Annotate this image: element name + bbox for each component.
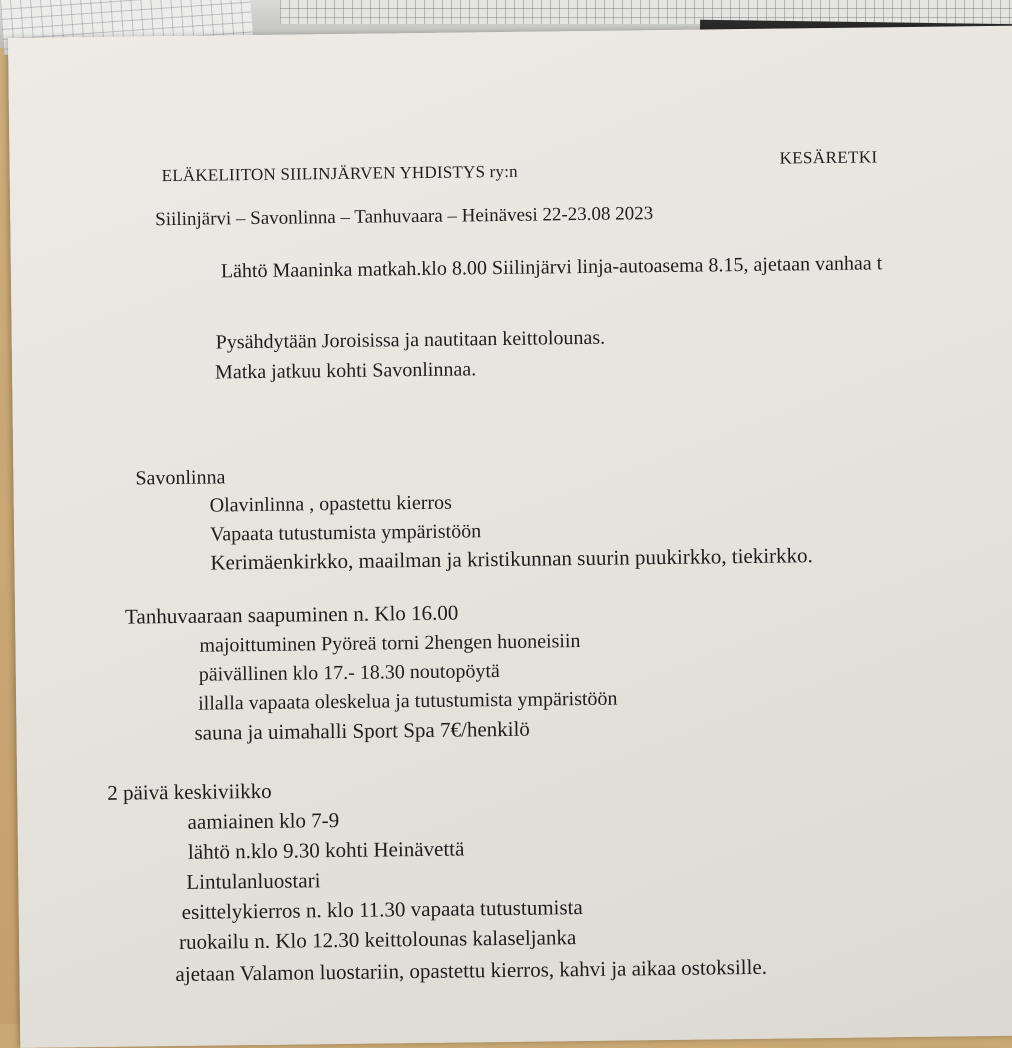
tanhuvaara-heading: Tanhuvaaraan saapuminen n. Klo 16.00	[124, 600, 459, 629]
stop-line-1: Pysähdytään Joroisissa ja nautitaan keittolounas.	[215, 326, 606, 354]
day2-item: ruokailu n. Klo 12.30 keittolounas kalaseljanka	[178, 925, 577, 954]
departure-line: Lähtö Maaninka matkah.klo 8.00 Siilinjärvi linja-autoasema 8.15, ajetaan vanhaa t	[220, 252, 883, 283]
tanhuvaara-item: illalla vapaata oleskelua ja tutustumista ympäristöön	[198, 687, 618, 715]
day2-item: esittelykierros n. klo 11.30 vapaata tutustumista	[181, 895, 583, 924]
day2-heading: 2 päivä keskiviikko	[107, 778, 272, 805]
tanhuvaara-item: majoittuminen Pyöreä torni 2hengen huoneisiin	[199, 630, 581, 657]
grid-notebook	[280, 0, 1012, 24]
day2-item: aamiainen klo 7-9	[187, 808, 340, 834]
savonlinna-item: Vapaata tutustumista ympäristöön	[209, 520, 482, 546]
document-page	[8, 25, 1012, 1048]
tanhuvaara-item: päivällinen klo 17.- 18.30 noutopöytä	[198, 660, 500, 686]
savonlinna-heading: Savonlinna	[135, 466, 226, 490]
savonlinna-item: Olavinlinna , opastettu kierros	[209, 491, 453, 517]
day2-item: Lintulanluostari	[186, 868, 321, 894]
route-line: Siilinjärvi – Savonlinna – Tanhuvaara – Heinävesi 22-23.08 2023	[155, 203, 654, 231]
org-heading: ELÄKELIITON SIILINJÄRVEN YHDISTYS ry:n	[161, 161, 518, 186]
stop-line-2: Matka jatkuu kohti Savonlinnaa.	[214, 358, 477, 384]
savonlinna-item: Kerimäenkirkko, maailman ja kristikunnan suurin puukirkko, tiekirkko.	[210, 543, 813, 575]
document-title: KESÄRETKI	[779, 147, 878, 168]
day2-item: ajetaan Valamon luostariin, opastettu kierros, kahvi ja aikaa ostoksille.	[175, 954, 768, 987]
day2-item: lähtö n.klo 9.30 kohti Heinävettä	[187, 836, 465, 864]
tanhuvaara-item: sauna ja uimahalli Sport Spa 7€/henkilö	[194, 716, 530, 745]
